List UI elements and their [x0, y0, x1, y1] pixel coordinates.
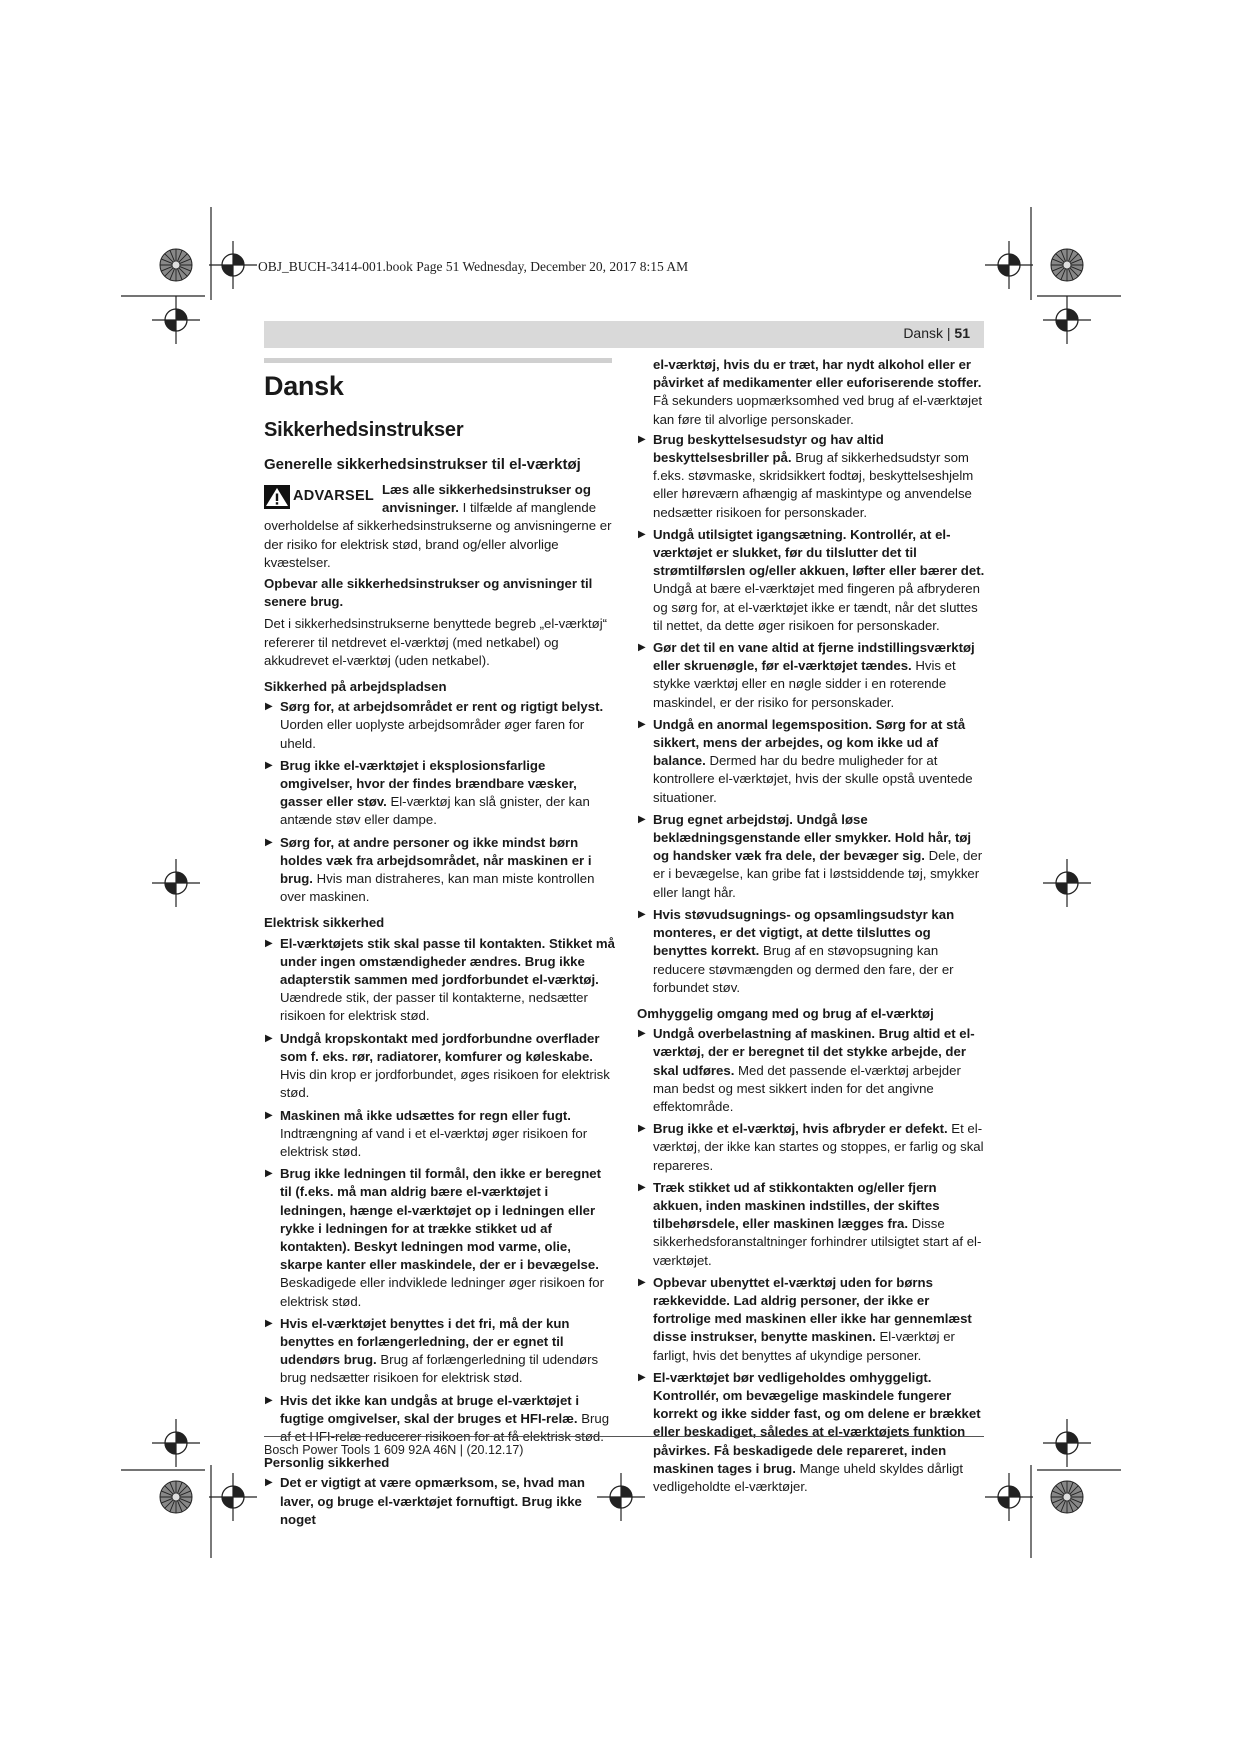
section-heading: Omhyggelig omgang med og brug af el-værktøj [637, 1005, 934, 1021]
bullet-arrow-icon: ▶ [265, 1168, 273, 1180]
page-number: 51 [954, 325, 970, 341]
item-text: Beskadigede eller indviklede ledninger øger risikoen for elektrisk stød. [280, 1275, 605, 1309]
list-item [264, 1165, 616, 1311]
warning-bold-text: Læs alle sikkerhedsinstrukser og anvisninger. [382, 482, 591, 516]
item-text: El-værktøj er farligt, hvis det benyttes af ukyndige personer. [653, 1329, 955, 1363]
list-item [264, 1315, 616, 1388]
section-heading: Elektrisk sikkerhed [264, 915, 385, 931]
title-rule [264, 358, 612, 363]
term-definition-text: Det i sikkerhedsinstrukserne benyttede begreb „el-værktøj“ refererer til netdrevet el-værktøj (med netkabel) og akkudrevet el-værktøj (uden netkabel). [264, 616, 608, 668]
item-bold: Brug ikke et el-værktøj, hvis afbryder er defekt. [653, 1121, 948, 1137]
header-language: Dansk [903, 325, 943, 341]
item-text: Hvis man distraheres, kan man miste kontrollen over maskinen. [280, 871, 595, 905]
list-item [264, 757, 616, 830]
item-text: Brug af forlængerledning til udendørs brug nedsætter risikoen for elektrisk stød. [280, 1352, 599, 1386]
section-title: Sikkerhedsinstrukser [264, 419, 464, 441]
page-header [903, 325, 970, 341]
item-bold: Opbevar ubenyttet el-værktøj uden for børns rækkevidde. Lad aldrig personer, der ikke er fortrolige med maskinen eller ikke har gennemlæst disse instrukser, benytte maskinen. [653, 1274, 972, 1345]
item-bold: Hvis el-værktøjet benyttes i det fri, må der kun benyttes en forlængerledning, der er egnet til udendørs brug. [280, 1315, 570, 1368]
page-footer: Bosch Power Tools 1 609 92A 46N | (20.12.17) [264, 1436, 984, 1457]
bullet-arrow-icon: ▶ [638, 642, 646, 654]
bullet-list [637, 1025, 986, 1496]
item-bold: Hvis støvudsugnings- og opsamlingsudstyr kan monteres, er det vigtigt, at dette tilsluttes og benyttes korrekt. [653, 906, 955, 959]
item-bold: Maskinen må ikke udsættes for regn eller fugt. [280, 1107, 571, 1123]
item-text: Brug af en støvopsugning kan reducere støvmængden og dermed den fare, der er forbundet støv. [653, 943, 954, 995]
list-item [637, 1179, 986, 1270]
item-text: Disse sikkerhedsforanstaltninger forhindrer utilsigtet start af el-værktøjet. [653, 1216, 982, 1268]
list-item [637, 716, 986, 807]
item-bold: el-værktøj, hvis du er træt, har nydt alkohol eller er påvirket af medikamenter eller euforiserende stoffer. [653, 357, 982, 391]
bullet-arrow-icon: ▶ [638, 528, 646, 540]
item-bold: Brug ikke ledningen til formål, den ikke er beregnet til (f.eks. må man aldrig bære el-værktøjet i ledningen, hænge el-værktøjet op i ledningen eller rykke i ledningen for at trække stikket ud af kontakten). Beskyt ledningen mod varme, olie, skarpe kanter eller maskindele, der er i bevægelse. [280, 1166, 601, 1273]
left-column [264, 358, 616, 1533]
section-heading: Sikkerhed på arbejdspladsen [264, 679, 447, 695]
bullet-arrow-icon: ▶ [638, 1181, 646, 1193]
language-title: Dansk [264, 371, 344, 401]
keep-instructions-text: Opbevar alle sikkerhedsinstrukser og anvisninger til senere brug. [264, 576, 593, 610]
bullet-list [264, 1474, 616, 1529]
print-info-line: OBJ_BUCH-3414-001.book Page 51 Wednesday, December 20, 2017 8:15 AM [258, 259, 689, 274]
item-bold: El-værktøjet bør vedligeholdes omhyggeligt. Kontrollér, om bevægelige maskindele fungerer korrekt og ikke sidder fast, og om delene er brækket eller beskadiget, således at el-værktøjets funktion påvirkes. Få beskadigede dele repareret, inden maskinen tages i brug. [653, 1369, 981, 1476]
item-text: Dermed har du bedre muligheder for at kontrollere el-værktøjet, hvis der skulle opstå uventede situationer. [653, 753, 973, 805]
list-item [264, 1030, 616, 1103]
item-text: Et el-værktøj, der ikke kan startes og stoppes, er farlig og skal repareres. [653, 1121, 984, 1173]
list-item [264, 1107, 616, 1162]
item-text: Få sekunders uopmærksomhed ved brug af el-værktøjet kan føre til alvorlige personskader. [653, 393, 983, 427]
bullet-list [264, 698, 616, 906]
bullet-arrow-icon: ▶ [265, 937, 273, 949]
list-item [637, 1025, 986, 1116]
item-bold: Sørg for, at andre personer og ikke mindst børn holdes væk fra arbejdsområdet, når maskinen er i brug. [280, 834, 592, 887]
list-item [637, 1369, 986, 1496]
list-item [637, 1120, 986, 1175]
item-text: Uorden eller uoplyste arbejdsområder øger faren for uheld. [280, 717, 585, 751]
bullet-arrow-icon: ▶ [638, 718, 646, 730]
bullet-arrow-icon: ▶ [265, 759, 273, 771]
warning-block [264, 481, 616, 572]
warning-body-text: I tilfælde af manglende overholdelse af sikkerhedsinstrukserne og anvisningerne er der risiko for elektrisk stød, brand og/eller alvorlige kvæstelser. [264, 500, 612, 570]
list-item [637, 811, 986, 902]
list-item [264, 834, 616, 907]
item-bold: Sørg for, at arbejdsområdet er rent og rigtigt belyst. [280, 699, 604, 715]
section-heading: Personlig sikkerhed [264, 1455, 390, 1471]
item-bold: Undgå en anormal legemsposition. Sørg for at stå sikkert, mens der arbejdes, og kom ikke ud af balance. [653, 716, 966, 769]
bullet-arrow-icon: ▶ [638, 813, 646, 825]
bullet-arrow-icon: ▶ [265, 836, 273, 848]
bullet-arrow-icon: ▶ [265, 1394, 273, 1406]
bullet-arrow-icon: ▶ [638, 908, 646, 920]
item-text: Med det passende el-værktøj arbejder man bedst og mest sikkert inden for det angivne effektområde. [653, 1062, 961, 1114]
bullet-arrow-icon: ▶ [265, 1317, 273, 1329]
header-separator: | [946, 325, 951, 341]
continued-item [637, 356, 986, 429]
warning-badge [264, 483, 374, 513]
bullet-arrow-icon: ▶ [265, 1032, 273, 1044]
bullet-arrow-icon: ▶ [638, 1123, 646, 1135]
warning-triangle-icon [264, 485, 290, 509]
item-bold: El-værktøjets stik skal passe til kontakten. Stikket må under ingen omstændigheder ændres. Brug ikke adapterstik sammen med jordforbundet el-værktøj. [280, 935, 615, 988]
list-item [637, 526, 986, 635]
bullet-arrow-icon: ▶ [638, 433, 646, 445]
item-bold: Undgå utilsigtet igangsætning. Kontrollér, at el-værktøjet er slukket, før du tilslutter det til strømtilførslen og/eller akkuen, løfter eller bærer det. [653, 526, 985, 579]
list-item [264, 698, 616, 753]
item-bold: Undgå overbelastning af maskinen. Brug altid et el-værktøj, der er beregnet til det stykke arbejde, der skal udføres. [653, 1026, 975, 1078]
item-text: Mange uheld skyldes dårligt vedligeholdte el-værktøjer. [653, 1460, 964, 1494]
warning-label: ADVARSEL [293, 488, 375, 504]
bullet-arrow-icon: ▶ [265, 701, 273, 713]
page-header-bar [264, 321, 984, 348]
item-text: Uændrede stik, der passer til kontakterne, nedsætter risikoen for elektrisk stød. [280, 990, 588, 1024]
bullet-arrow-icon: ▶ [265, 1109, 273, 1121]
item-bold: Undgå kropskontakt med jordforbundne overflader som f. eks. rør, radiatorer, komfurer og køleskabe. [280, 1030, 600, 1064]
item-text: El-værktøj kan slå gnister, der kan antænde støv eller dampe. [280, 794, 590, 828]
item-text: Dele, der er i bevægelse, kan gribe fat i løstsiddende tøj, smykker eller langt hår. [653, 848, 983, 900]
right-column [637, 356, 986, 1500]
list-item [637, 431, 986, 522]
list-item [264, 1474, 616, 1529]
list-item [637, 906, 986, 997]
bullet-arrow-icon: ▶ [638, 1028, 646, 1040]
item-bold: Brug ikke el-værktøjet i eksplosionsfarlige omgivelser, hvor der findes brændbare væsker, gasser eller støv. [280, 757, 577, 810]
item-bold: Træk stikket ud af stikkontakten og/eller fjern akkuen, inden maskinen indstilles, der skiftes tilbehørsdele, eller maskinen lægges fra. [653, 1179, 940, 1232]
item-text: Undgå at bære el-værktøjet med fingeren på afbryderen og sørg for, at el-værktøjet ikke er tændt, når det sluttes til nettet, da dette øger risikoen for personskader. [653, 581, 980, 633]
list-item [637, 639, 986, 712]
subsection-title: Generelle sikkerhedsinstrukser til el-værktøj [264, 456, 581, 473]
bullet-arrow-icon: ▶ [265, 1477, 273, 1489]
item-bold: Brug beskyttelsesudstyr og hav altid beskyttelsesbriller på. [653, 431, 884, 466]
item-bold: Det er vigtigt at være opmærksom, se, hvad man laver, og bruge el-værktøjet fornuftigt. Brug ikke noget [280, 1475, 585, 1527]
bullet-list [637, 431, 986, 997]
item-bold: Brug egnet arbejdstøj. Undgå løse beklædningsgenstande eller smykker. Hold hår, tøj og handsker væk fra dele, der bevæger sig. [653, 811, 972, 864]
item-text: Brug af et HFI-relæ reducerer risikoen for at få elektrisk stød. [280, 1410, 610, 1444]
item-text: Brug af sikkerhedsudstyr som f.eks. støvmaske, skridsikkert fodtøj, beskyttelseshjelm eller høreværn afhængig af maskintype og anvendelse nedsætter risikoen for personskader. [653, 450, 974, 520]
list-item [637, 1274, 986, 1365]
item-bold: Hvis det ikke kan undgås at bruge el-værktøjet i fugtige omgivelser, skal der bruges et HFI-relæ. [280, 1392, 580, 1426]
item-bold: Gør det til en vane altid at fjerne indstillingsværktøj eller skruenøgle, før el-værktøjet tændes. [653, 640, 975, 674]
bullet-list [264, 935, 616, 1446]
bullet-arrow-icon: ▶ [638, 1276, 646, 1288]
item-text: Indtrængning af vand i et el-værktøj øger risikoen for elektrisk stød. [280, 1125, 588, 1159]
list-item [264, 935, 616, 1026]
bullet-arrow-icon: ▶ [638, 1371, 646, 1383]
item-text: Hvis din krop er jordforbundet, øges risikoen for elektrisk stød. [280, 1067, 610, 1101]
item-text: Hvis et stykke værktøj eller en nøgle sidder i en roterende maskindel, er der risiko for personskader. [653, 658, 956, 710]
